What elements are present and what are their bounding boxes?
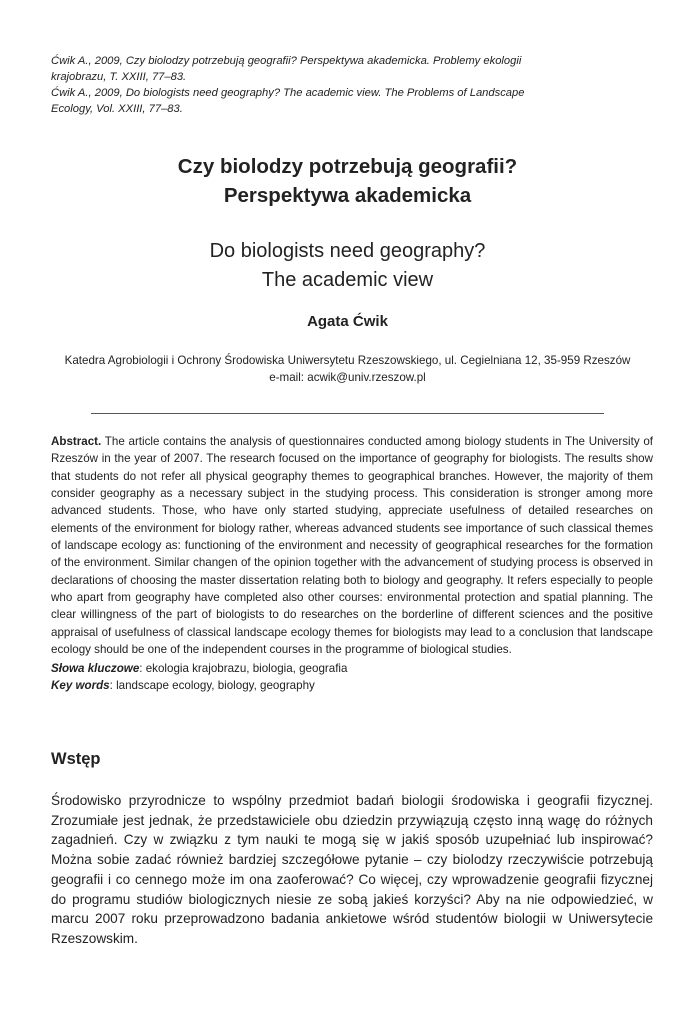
abstract-paragraph [51, 433, 653, 658]
keywords-en-label: Key words [51, 679, 110, 692]
title-pl-line1: Czy biolodzy potrzebują geografii? [177, 155, 518, 178]
citation-pl-line2: krajobrazu, T. XXIII, 77–83. [51, 71, 187, 83]
title-pl-line2: Perspektywa akademicka [223, 184, 472, 207]
affiliation-institution: Katedra Agrobiologii i Ochrony Środowiska Uniwersytetu Rzeszowskiego, ul. Cegielniana 12, 35-959 Rzeszów [64, 354, 631, 367]
section-heading: Wstęp [51, 750, 101, 768]
citation-en-line2: Ecology, Vol. XXIII, 77–83. [51, 103, 183, 115]
title-en-line2: The academic view [261, 269, 434, 291]
affiliation-email: e-mail: acwik@univ.rzeszow.pl [269, 371, 426, 384]
keywords-english [51, 677, 653, 694]
keywords-en-text: : landscape ecology, biology, geography [109, 679, 315, 692]
citation-block [51, 53, 571, 117]
keywords-polish [51, 660, 653, 677]
keywords-pl-label: Słowa kluczowe [51, 662, 140, 675]
citation-en-line1: Ćwik A., 2009, Do biologists need geography? The academic view. The Problems of Landscape [51, 87, 525, 99]
title-english [0, 237, 695, 295]
keywords-pl-text: : ekologia krajobrazu, biologia, geografia [139, 662, 348, 675]
author-name: Agata Ćwik [307, 313, 388, 330]
title-polish [0, 152, 695, 210]
title-en-line1: Do biologists need geography? [209, 240, 486, 262]
abstract-label: Abstract. [51, 435, 102, 448]
affiliation-block [0, 352, 695, 386]
separator-rule [91, 413, 604, 414]
citation-pl-line1: Ćwik A., 2009, Czy biolodzy potrzebują geografii? Perspektywa akademicka. Problemy ekologii [51, 55, 522, 67]
abstract-text: The article contains the analysis of questionnaires conducted among biology students in The University of Rzeszów in the year of 2007. The research focused on the importance of geography for biologists. The results show that students do not refer all physical geography themes to geographical branches. However, the majority of them consider geography as a necessary subject in the studying process. This consideration is stronger among more advanced students. Those, who have only started studying, appreciate usefulness of detailed researches on elements of the environment for biology rather, whereas advanced students see importance of such classical themes of landscape ecology as: functioning of the environment and necessity of geographical researches for the formation of the environment. Similar changen of the opinion together with the advancement of studying process is observed in declarations of choosing the master dissertation relating both to biology and geography. It refers especially to people who apart from geography have completed also other courses: environmental protection and spatial planning. The clear willingness of the part of biologists to do researches on the borderline of different sciences and the positive appraisal of usefulness of classical landscape ecology themes for biologists may lead to a conclusion that landscape ecology should be one of the independent courses in the programme of biological studies. [51, 435, 654, 657]
body-paragraph: Środowisko przyrodnicze to wspólny przedmiot badań biologii środowiska i geografii fizycznej. Zrozumiałe jest jednak, że przedstawiciele obu dziedzin przywiązują często inną wagę do różnych zagadnień. Czy w związku z tym nauki te mogą się w jakiś sposób uzupełniać lub inspirować? Można sobie zadać również bardziej szczegółowe pytanie – czy biolodzy rzeczywiście potrzebują geografii i co cennego może im ona zaoferować? Co więcej, czy wprowadzenie geografii fizycznej do programu studiów biologicznych niesie ze sobą jakieś korzyści? Aby na nie odpowiedzieć, w marcu 2007 roku przeprowadzono badania ankietowe wśród studentów biologii w Uniwersytecie Rzeszowskim. [51, 793, 653, 946]
keywords-block [51, 660, 653, 694]
